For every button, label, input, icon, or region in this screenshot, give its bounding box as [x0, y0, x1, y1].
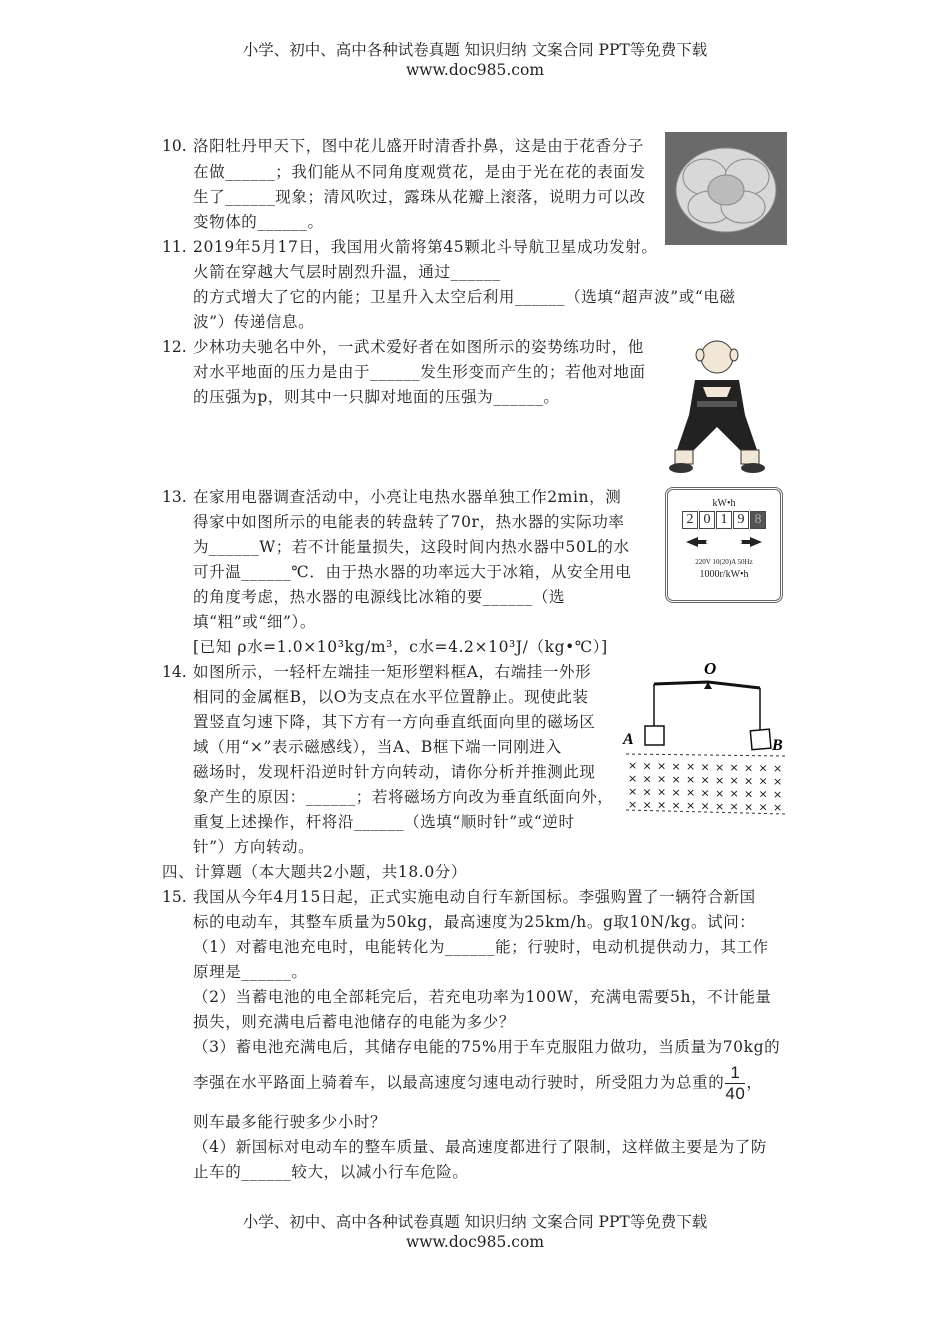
field-cross: ×	[686, 799, 696, 813]
question-text-line: 生了______现象；清风吹过，露珠从花瓣上滚落，说明力可以改	[193, 188, 646, 206]
field-cross: ×	[686, 773, 696, 787]
line-text: 标的电动车，其整车质量为50kg，最高速度为25km/h。g取10N/kg。试问：	[193, 913, 756, 931]
question-text-line	[193, 887, 756, 907]
header-line-1: 小学、初中、高中各种试卷真题 知识归纳 文案合同 PPT等免费下载	[242, 41, 708, 59]
field-cross: ×	[744, 761, 754, 775]
fraction-one-fortieth	[725, 1063, 745, 1104]
field-cross: ×	[715, 773, 725, 787]
field-cross: ×	[700, 799, 710, 813]
question-text-line	[193, 912, 755, 932]
field-cross: ×	[773, 788, 783, 801]
field-cross: ×	[642, 798, 652, 812]
field-cross: ×	[642, 785, 652, 799]
question-text-line: 对水平地面的压力是由于______发生形变而产生的；若他对地面	[193, 363, 646, 381]
field-cross: ×	[657, 772, 667, 786]
question-text-line: 2019年5月17日，我国用火箭将第45颗北斗导航卫星成功发射。	[193, 238, 658, 256]
line-text: （1）对蓄电池充电时，电能转化为______能；行驶时，电动机提供动力，其工作	[193, 938, 769, 956]
question-number: 15.	[162, 888, 187, 906]
field-cross: ×	[744, 787, 754, 801]
question-text-line: 的角度考虑，热水器的电源线比冰箱的要______（选	[193, 588, 566, 606]
field-cross: ×	[642, 759, 652, 773]
question-text-line: 波”）传递信息。	[193, 313, 315, 331]
field-cross: ×	[671, 785, 681, 799]
field-cross: ×	[628, 785, 638, 798]
question-text-line	[193, 937, 769, 957]
section-title: 四、计算题（本大题共2小题，共18.0分）	[162, 863, 467, 881]
question-text-line	[193, 1112, 386, 1132]
question-text-line: 火箭在穿越大气层时剧烈升温，通过______	[193, 263, 501, 281]
field-cross: ×	[686, 760, 696, 774]
line-text: （2）当蓄电池的电全部耗完后，若充电功率为100W，充满电需要5h，不计能量	[193, 988, 772, 1006]
field-cross: ×	[628, 798, 638, 811]
question-number: 12.	[162, 338, 187, 356]
meter-specs: 220V 10(20)A 50Hz	[695, 558, 753, 566]
question-text-line: [已知 ρ水=1.0×10³kg/m³，c水=4.2×10³J/（kg•℃）]	[193, 638, 608, 656]
header-url[interactable]: www.doc985.com	[405, 61, 545, 79]
field-cross: ×	[671, 798, 681, 812]
field-cross: ×	[642, 772, 652, 786]
field-cross: ×	[657, 759, 667, 773]
question-number: 11.	[162, 238, 187, 256]
fraction-denominator: 40	[725, 1084, 746, 1103]
meter-digit: 0	[699, 511, 715, 529]
question-text-line	[193, 962, 308, 982]
question-text-line: 磁场时，发现杆沿逆时针方向转动，请你分析并推测此现	[193, 763, 596, 781]
question-text-line: 针”）方向转动。	[193, 838, 315, 856]
meter-digit: 1	[716, 511, 732, 529]
line-text: 则车最多能行驶多少小时？	[193, 1113, 387, 1131]
field-cross: ×	[657, 785, 667, 799]
field-cross: ×	[758, 787, 768, 801]
field-cross: ×	[657, 798, 667, 812]
field-cross: ×	[715, 760, 725, 774]
meter-arrow-icon	[684, 535, 764, 549]
field-cross: ×	[758, 761, 768, 775]
field-cross: ×	[729, 800, 739, 814]
question-text-line: 置竖直匀速下降，其下方有一方向垂直纸面向里的磁场区	[193, 713, 596, 731]
meter-digits	[668, 511, 780, 529]
footer-url[interactable]: www.doc985.com	[405, 1233, 545, 1251]
question-text-line: 的压强为p，则其中一只脚对地面的压强为______。	[193, 388, 560, 406]
question-text-line: 重复上述操作，杆将沿______（选填“顺时针”或“逆时	[193, 813, 575, 831]
field-cross: ×	[773, 762, 783, 775]
meter-rate: 1000r/kW•h	[699, 569, 749, 580]
question-text-line: 域（用“×”表示磁感线），当A、B框下端一同刚进入	[193, 738, 562, 756]
field-cross: ×	[715, 786, 725, 800]
field-cross: ×	[773, 801, 783, 814]
question-text-line	[193, 1012, 515, 1032]
line-text: 原理是______。	[193, 963, 308, 981]
question-text-line: 洛阳牡丹甲天下，图中花儿盛开时清香扑鼻，这是由于花香分子	[193, 137, 644, 155]
question-text-line	[193, 987, 772, 1007]
kungfu-figure-image	[665, 335, 765, 483]
question-text-line: 为______W；若不计能量损失，这段时间内热水器中50L的水	[193, 538, 630, 556]
line-text: （3）蓄电池充满电后，其储存电能的75%用于车克服阻力做功，当质量为70kg的	[193, 1038, 781, 1056]
question-number: 10.	[162, 137, 187, 155]
question-text-line: 在做______；我们能从不同角度观赏花，是由于光在花的表面发	[193, 163, 646, 181]
line-text: 李强在水平路面上骑着车，以最高速度匀速电动行驶时，所受阻力为总重的	[193, 1073, 725, 1092]
fraction-numerator: 1	[730, 1063, 741, 1082]
question-text-line	[193, 1137, 767, 1157]
field-cross: ×	[686, 786, 696, 800]
frame-b-label: B	[772, 737, 783, 754]
meter-digit: 8	[750, 511, 766, 529]
field-cross: ×	[758, 774, 768, 788]
field-cross: ×	[729, 761, 739, 775]
question-number: 13.	[162, 488, 187, 506]
question-text-line: 在家用电器调查活动中，小亮让电热水器单独工作2min，测	[193, 488, 622, 506]
field-cross: ×	[700, 760, 710, 774]
peony-flower-image	[665, 132, 787, 245]
lever-magnetic-field-diagram	[620, 658, 790, 828]
question-text-line: 的方式增大了它的内能；卫星升入太空后利用______（选填“超声波”或“电磁	[193, 288, 736, 306]
field-cross: ×	[628, 772, 638, 785]
pivot-label: O	[704, 659, 717, 678]
comma: ，	[746, 1073, 763, 1092]
question-text-line: 如图所示，一轻杆左端挂一矩形塑料框A，右端挂一外形	[193, 663, 592, 681]
line-text: 损失，则充满电后蓄电池储存的电能为多少？	[193, 1013, 516, 1031]
field-cross: ×	[715, 799, 725, 813]
question-text-line: 填“粗”或“细”）。	[193, 613, 316, 631]
field-cross: ×	[758, 800, 768, 814]
question-number: 14.	[162, 663, 187, 681]
question-text-line	[193, 1037, 780, 1057]
line-text: 我国从今年4月15日起，正式实施电动自行车新国标。李强购置了一辆符合新国	[193, 888, 756, 906]
field-cross: ×	[729, 774, 739, 788]
field-cross: ×	[700, 773, 710, 787]
electric-meter-image	[665, 487, 783, 603]
question-text-line	[193, 1063, 763, 1104]
field-cross: ×	[744, 774, 754, 788]
field-cross: ×	[773, 775, 783, 788]
field-cross: ×	[744, 800, 754, 814]
meter-unit: kW•h	[712, 498, 736, 509]
field-cross: ×	[628, 759, 638, 772]
question-text-line: 少林功夫驰名中外，一武术爱好者在如图所示的姿势练功时，他	[193, 338, 644, 356]
frame-a-label: A	[623, 731, 634, 748]
question-text-line: 相同的金属框B，以O为支点在水平位置静止。现使此装	[193, 688, 589, 706]
question-text-line: 得家中如图所示的电能表的转盘转了70r，热水器的实际功率	[193, 513, 625, 531]
field-cross: ×	[671, 759, 681, 773]
field-cross: ×	[671, 772, 681, 786]
field-cross: ×	[729, 787, 739, 801]
question-text-line: 变物体的______。	[193, 213, 324, 231]
magnetic-field-crosses	[628, 759, 782, 814]
meter-digit: 9	[733, 511, 749, 529]
meter-digit: 2	[682, 511, 698, 529]
footer-line-1: 小学、初中、高中各种试卷真题 知识归纳 文案合同 PPT等免费下载	[242, 1213, 708, 1231]
question-text-line: 象产生的原因：______；若将磁场方向改为垂直纸面向外，	[193, 788, 614, 806]
line-text: （4）新国标对电动车的整车质量、最高速度都进行了限制，这样做主要是为了防	[193, 1138, 767, 1156]
line-text: 止车的______较大，以减小行车危险。	[193, 1163, 469, 1181]
field-cross: ×	[700, 786, 710, 800]
question-text-line	[193, 1162, 469, 1182]
question-text-line: 可升温______℃．由于热水器的功率远大于冰箱，从安全用电	[193, 563, 632, 581]
